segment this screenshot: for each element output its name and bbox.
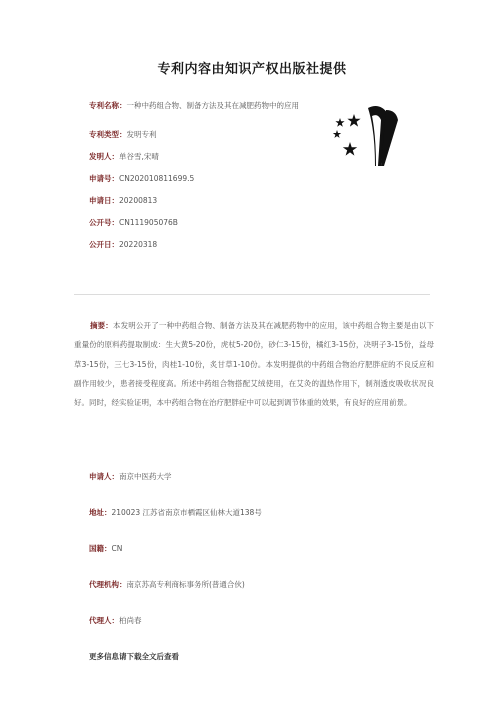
field-patent-name xyxy=(89,100,329,119)
field-label: 代理机构： xyxy=(89,580,127,589)
field-address xyxy=(89,507,429,519)
field-value: 一种中药组合物、制备方法及其在减肥药物中的应用 xyxy=(126,101,299,110)
field-label: 申请人： xyxy=(89,472,119,481)
field-value: 单谷雪,宋晴 xyxy=(119,152,159,161)
field-publication-date xyxy=(89,239,329,251)
field-label: 公开号： xyxy=(89,218,119,227)
field-value: 南京苏高专利商标事务所(普通合伙) xyxy=(126,580,245,589)
field-value: 南京中医药大学 xyxy=(119,472,172,481)
field-value: 20220318 xyxy=(119,240,158,249)
field-value: CN202010811699.5 xyxy=(119,174,195,183)
field-value: CN111905076B xyxy=(119,218,178,227)
field-value: 20200813 xyxy=(119,196,158,205)
abstract-label: 摘要： xyxy=(90,321,113,330)
star-icon xyxy=(333,130,341,138)
field-application-number xyxy=(89,173,329,185)
abstract-section xyxy=(74,316,434,412)
field-value: 发明专利 xyxy=(126,130,157,139)
field-value: 柏尚春 xyxy=(119,616,142,625)
field-publication-number xyxy=(89,217,329,229)
field-value: 210023 江苏省南京市栖霞区仙林大道138号 xyxy=(111,508,262,517)
field-inventor xyxy=(89,151,329,163)
field-value: CN xyxy=(111,544,123,553)
field-label: 专利类型： xyxy=(89,130,127,139)
field-applicant xyxy=(89,471,429,483)
field-agency xyxy=(89,579,429,591)
applicant-info xyxy=(89,471,429,662)
field-label: 公开日： xyxy=(89,240,119,249)
star-icon xyxy=(343,142,357,156)
field-label: 地址： xyxy=(89,508,112,517)
field-label: 专利名称： xyxy=(89,101,127,110)
field-label: 申请日： xyxy=(89,196,119,205)
field-label: 申请号： xyxy=(89,174,119,183)
field-country xyxy=(89,543,429,555)
download-more-note: 更多信息请下载全文后查看 xyxy=(89,652,179,661)
field-label: 代理人： xyxy=(89,616,119,625)
field-label: 发明人： xyxy=(89,152,119,161)
star-icon xyxy=(335,118,344,127)
section-divider xyxy=(74,294,430,295)
page-title: 专利内容由知识产权出版社提供 xyxy=(157,62,347,77)
patent-meta xyxy=(89,100,329,261)
abstract-text: 本发明公开了一种中药组合物、制备方法及其在减肥药物中的应用，该中药组合物主要是由以下重量份的原料药提取制成：生大黄5-20份，虎杖5-20份，砂仁3-15份，橘红3-15份，决明子3-15份，益母草3-15份，三七3-15份，肉桂1-10份，炙甘草1-10份。本发明提供的中药组合物治疗肥胖症的不良反应和副作用较少，患者接受程度高。所述中药组合物搭配艾绒使用，在艾灸的温热作用下，制剂透皮吸收状况良好。同时，经实验证明，本中药组合物在治疗肥胖症中可以起到调节体重的效果，有良好的应用前景。 xyxy=(74,321,435,408)
field-patent-type xyxy=(89,129,329,141)
field-label: 国籍： xyxy=(89,544,112,553)
field-application-date xyxy=(89,195,329,207)
cnipa-emblem-icon xyxy=(328,100,408,170)
star-icon xyxy=(347,114,360,127)
field-agent xyxy=(89,615,429,627)
